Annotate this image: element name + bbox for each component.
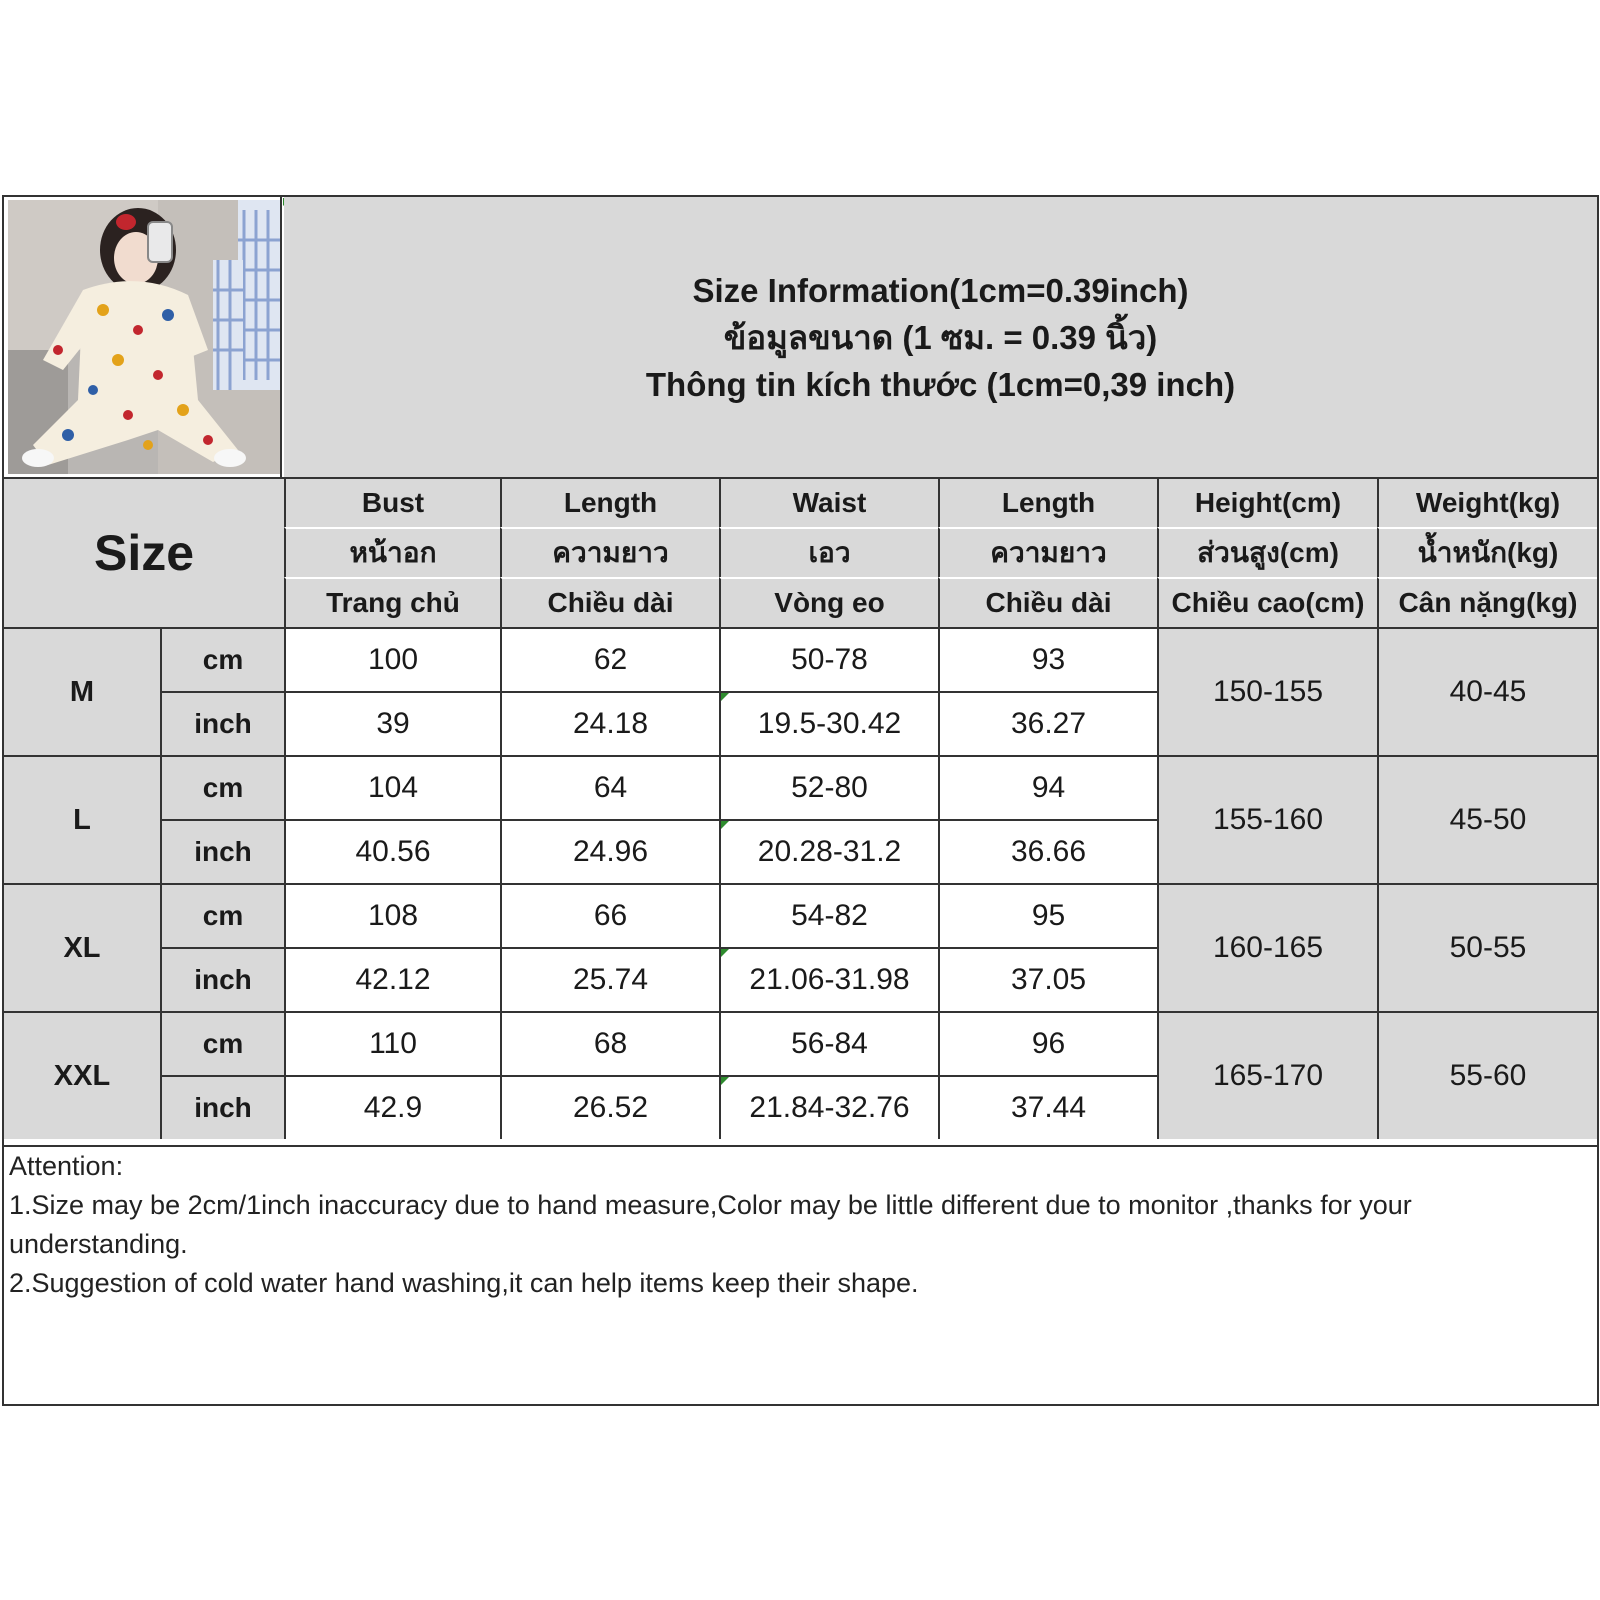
title-thai: ข้อมูลขนาด (1 ซม. = 0.39 นิ้ว) <box>723 318 1158 356</box>
title-vietnamese: Thông tin kích thước (1cm=0,39 inch) <box>645 365 1236 403</box>
size-label-m: M <box>4 627 160 755</box>
weight-range-m: 40-45 <box>1377 627 1597 755</box>
column-header-6-th: น้ำหนัก(kg) <box>1377 527 1597 577</box>
column-header-5-th: ส่วนสูง(cm) <box>1157 527 1377 577</box>
height-range-l: 155-160 <box>1157 755 1377 883</box>
note-1: 1.Size may be 2cm/1inch inaccuracy due to hand measure,Color may be little different due to monitor ,thanks for your understanding. <box>9 1190 1412 1259</box>
measurement-l-cm-col2: 64 <box>500 755 719 819</box>
measurement-l-cm-col1: 104 <box>284 755 500 819</box>
measurement-xxl-inch-col1: 42.9 <box>284 1075 500 1139</box>
measurement-m-cm-col1: 100 <box>284 627 500 691</box>
measurement-m-cm-col3: 50-78 <box>719 627 938 691</box>
unit-label-inch: inch <box>160 691 284 755</box>
unit-label-inch: inch <box>160 947 284 1011</box>
cell-marker <box>721 693 729 701</box>
measurement-m-inch-col2: 24.18 <box>500 691 719 755</box>
height-range-xl: 160-165 <box>1157 883 1377 1011</box>
unit-label-cm: cm <box>160 755 284 819</box>
unit-label-cm: cm <box>160 627 284 691</box>
product-photo <box>8 200 282 474</box>
measurement-m-inch-col4: 36.27 <box>938 691 1157 755</box>
measurement-xxl-cm-col1: 110 <box>284 1011 500 1075</box>
photo-divider <box>280 197 282 477</box>
measurement-xl-inch-col3: 21.06-31.98 <box>719 947 938 1011</box>
title-english: Size Information(1cm=0.39inch) <box>692 271 1189 309</box>
measurement-l-inch-col3: 20.28-31.2 <box>719 819 938 883</box>
measurement-xl-inch-col4: 37.05 <box>938 947 1157 1011</box>
measurement-l-cm-col4: 94 <box>938 755 1157 819</box>
measurement-xxl-cm-col3: 56-84 <box>719 1011 938 1075</box>
column-header-5-vi: Chiều cao(cm) <box>1157 577 1377 627</box>
measurement-xxl-inch-col3: 21.84-32.76 <box>719 1075 938 1139</box>
unit-label-inch: inch <box>160 1075 284 1139</box>
column-header-6-vi: Cân nặng(kg) <box>1377 577 1597 627</box>
column-header-4-en: Length <box>938 477 1157 527</box>
height-range-m: 150-155 <box>1157 627 1377 755</box>
measurement-l-inch-col4: 36.66 <box>938 819 1157 883</box>
measurement-m-cm-col2: 62 <box>500 627 719 691</box>
column-header-3-en: Waist <box>719 477 938 527</box>
notes-heading: Attention: <box>9 1151 124 1181</box>
column-header-2-en: Length <box>500 477 719 527</box>
cell-marker <box>721 821 729 829</box>
size-label-xl: XL <box>4 883 160 1011</box>
measurement-l-inch-col1: 40.56 <box>284 819 500 883</box>
measurement-xl-cm-col1: 108 <box>284 883 500 947</box>
column-header-1-vi: Trang chủ <box>284 577 500 627</box>
column-header-1-en: Bust <box>284 477 500 527</box>
measurement-xl-cm-col2: 66 <box>500 883 719 947</box>
weight-range-xxl: 55-60 <box>1377 1011 1597 1139</box>
title-block <box>284 197 1597 477</box>
column-header-3-th: เอว <box>719 527 938 577</box>
measurement-xl-cm-col3: 54-82 <box>719 883 938 947</box>
size-header: Size <box>93 525 195 581</box>
cell-marker <box>721 1077 729 1085</box>
note-2: 2.Suggestion of cold water hand washing,it can help items keep their shape. <box>9 1268 919 1298</box>
column-header-5-en: Height(cm) <box>1157 477 1377 527</box>
column-header-1-th: หน้าอก <box>284 527 500 577</box>
measurement-xl-inch-col2: 25.74 <box>500 947 719 1011</box>
size-chart-sheet <box>2 195 1599 1406</box>
measurement-xl-cm-col4: 95 <box>938 883 1157 947</box>
pajama-model-image <box>8 200 282 474</box>
column-header-2-vi: Chiều dài <box>500 577 719 627</box>
measurement-l-inch-col2: 24.96 <box>500 819 719 883</box>
weight-range-xl: 50-55 <box>1377 883 1597 1011</box>
column-header-4-vi: Chiều dài <box>938 577 1157 627</box>
measurement-m-inch-col1: 39 <box>284 691 500 755</box>
column-header-6-en: Weight(kg) <box>1377 477 1597 527</box>
measurement-l-cm-col3: 52-80 <box>719 755 938 819</box>
unit-label-cm: cm <box>160 883 284 947</box>
notes-text <box>9 1147 1589 1303</box>
column-header-4-th: ความยาว <box>938 527 1157 577</box>
unit-label-cm: cm <box>160 1011 284 1075</box>
measurement-xxl-inch-col2: 26.52 <box>500 1075 719 1139</box>
measurement-xl-inch-col1: 42.12 <box>284 947 500 1011</box>
measurement-xxl-inch-col4: 37.44 <box>938 1075 1157 1139</box>
size-label-l: L <box>4 755 160 883</box>
weight-range-l: 45-50 <box>1377 755 1597 883</box>
measurement-m-cm-col4: 93 <box>938 627 1157 691</box>
height-range-xxl: 165-170 <box>1157 1011 1377 1139</box>
measurement-xxl-cm-col2: 68 <box>500 1011 719 1075</box>
size-label-xxl: XXL <box>4 1011 160 1139</box>
size-header-cell <box>4 477 284 627</box>
measurement-xxl-cm-col4: 96 <box>938 1011 1157 1075</box>
measurement-m-inch-col3: 19.5-30.42 <box>719 691 938 755</box>
column-header-2-th: ความยาว <box>500 527 719 577</box>
unit-label-inch: inch <box>160 819 284 883</box>
column-header-3-vi: Vòng eo <box>719 577 938 627</box>
cell-marker <box>721 949 729 957</box>
